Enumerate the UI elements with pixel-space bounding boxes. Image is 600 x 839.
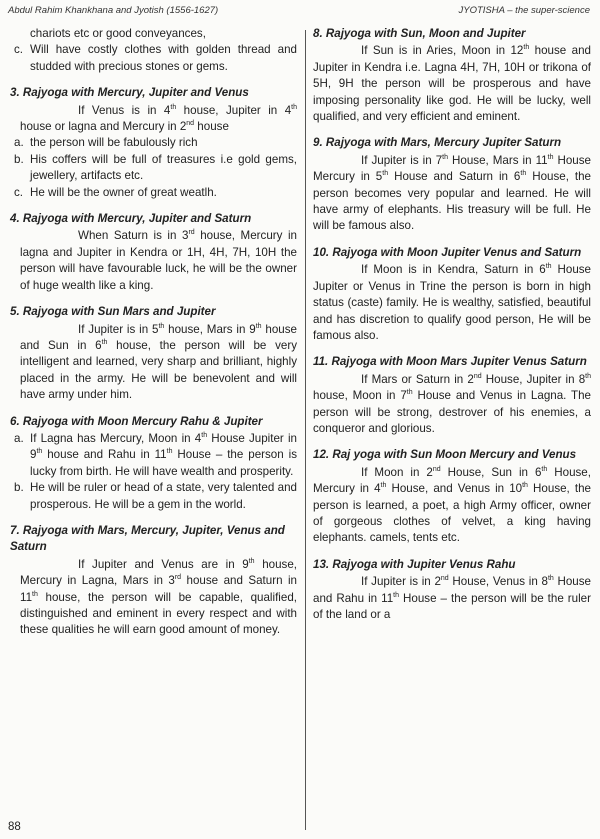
section-7 — [10, 523, 297, 639]
section-title: 3. Rajyoga with Mercury, Jupiter and Venus — [10, 86, 249, 100]
section-paragraph: If Moon is in Kendra, Saturn in 6th House Jupiter or Venus in Trine the person is born in high status (caste) family. He is wealthy, satisfied, beautiful and has discretion to qualify good person, He will be famous also. — [313, 263, 592, 342]
section-paragraph: If Jupiter is in 2nd House, Venus in 8th House and Rahu in 11th House – the person will be the ruler of the land or a — [313, 575, 591, 621]
section-title: 5. Rajyoga with Sun Mars and Jupiter — [10, 305, 216, 319]
list-item: a. If Lagna has Mercury, Moon in 4th House Jupiter in 9th house and Rahu in 11th House – the person is lucky from birth. He will have wealth and prosperity. — [14, 431, 298, 478]
section-9 — [313, 135, 591, 234]
section-title: 7. Rajyoga with Mars, Mercury, Jupiter, Venus and Saturn — [10, 523, 285, 554]
section-paragraph: If Jupiter and Venus are in 9th house, Mercury in Lagna, Mars in 3rd house and Saturn in 11th house, the person will be capable, qualified, distinguished and eminent in every respect and with these qualities he will earn good amount of money. — [20, 557, 298, 637]
list-item: a. the person will be fabulously rich — [14, 136, 198, 150]
right-column — [313, 26, 591, 633]
section-10 — [313, 245, 591, 344]
section-paragraph: If Venus is in 4th house, Jupiter in 4th house or lagna and Mercury in 2nd house — [20, 103, 297, 134]
running-header-left: Abdul Rahim Khankhana and Jyotish (1556-1627) — [8, 5, 219, 16]
section-title: 6. Rajyoga with Moon Mercury Rahu & Jupiter — [10, 414, 263, 428]
left-column — [10, 26, 297, 649]
list-item-continuation: chariots etc or good conveyances, — [30, 27, 206, 40]
section-title: 13. Rajyoga with Jupiter Venus Rahu — [313, 557, 516, 571]
column-divider — [305, 30, 306, 830]
section-paragraph: If Sun is in Aries, Moon in 12th house and Jupiter in Kendra i.e. Lagna 4H, 7H, 10H or trikona of 5H, 9H the person will be prosperous and have imposing personality like god. He will be lucky, well qualified, and very efficient and eminent. — [313, 44, 592, 124]
section-6 — [10, 414, 297, 513]
section-title: 10. Rajyoga with Moon Jupiter Venus and Saturn — [313, 245, 582, 259]
section-4 — [10, 211, 297, 294]
section-title: 8. Rajyoga with Sun, Moon and Jupiter — [313, 27, 526, 40]
list-item: c. He will be the owner of great weatlh. — [14, 185, 217, 199]
intro-section — [10, 26, 297, 75]
section-paragraph: If Mars or Saturn in 2nd House, Jupiter in 8th house, Moon in 7th House and Venus in Lagna. The person will be strong, destrover of his enemies, a conqueror and glorious. — [313, 372, 592, 435]
section-paragraph: If Jupiter is in 5th house, Mars in 9th house and Sun in 6th house, the person will be very intelligent and learned, very sharp and brilliant, highly placed in the army. He will be benevolent and will have army under him. — [20, 322, 297, 402]
list-item: b. He will be ruler or head of a state, very talented and prosperous. He will be a gem in the world. — [14, 481, 297, 511]
running-header-right: JYOTISHA – the super-science — [458, 5, 590, 16]
section-12 — [313, 447, 591, 546]
section-3 — [10, 85, 297, 201]
section-11 — [313, 354, 591, 437]
section-5 — [10, 304, 297, 403]
section-title: 9. Rajyoga with Mars, Mercury Jupiter Saturn — [313, 136, 562, 150]
section-paragraph: If Jupiter is in 7th House, Mars in 11th House Mercury in 5th House and Saturn in 6th House, the person becomes very popular and learned. He will have army of elephants. His treasury will be full. He will be famous also. — [313, 153, 592, 233]
section-13 — [313, 557, 591, 624]
section-8 — [313, 26, 591, 125]
section-title: 12. Raj yoga with Sun Moon Mercury and Venus — [313, 448, 577, 462]
page-number: 88 — [8, 821, 21, 833]
list-item: b. His coffers will be full of treasures i.e gold gems, jewellery, artifacts etc. — [14, 152, 297, 183]
list-item: c. Will have costly clothes with golden thread and studded with precious stones or gems. — [14, 43, 297, 73]
section-paragraph: When Saturn is in 3rd house, Mercury in lagna and Jupiter in Kendra or 1H, 4H, 7H, 10H the person will have favourable luck, he will be the owner of huge wealth like a king. — [20, 229, 297, 292]
section-paragraph: If Moon in 2nd House, Sun in 6th House, Mercury in 4th House, and Venus in 10th House, the person is learned, a poet, a high Army officer, owner of gorgeous clothes of velvet, a king having elephants. camels, tents etc. — [313, 465, 591, 545]
section-title: 11. Rajyoga with Moon Mars Jupiter Venus Saturn — [313, 355, 587, 369]
section-title: 4. Rajyoga with Mercury, Jupiter and Saturn — [10, 212, 252, 226]
